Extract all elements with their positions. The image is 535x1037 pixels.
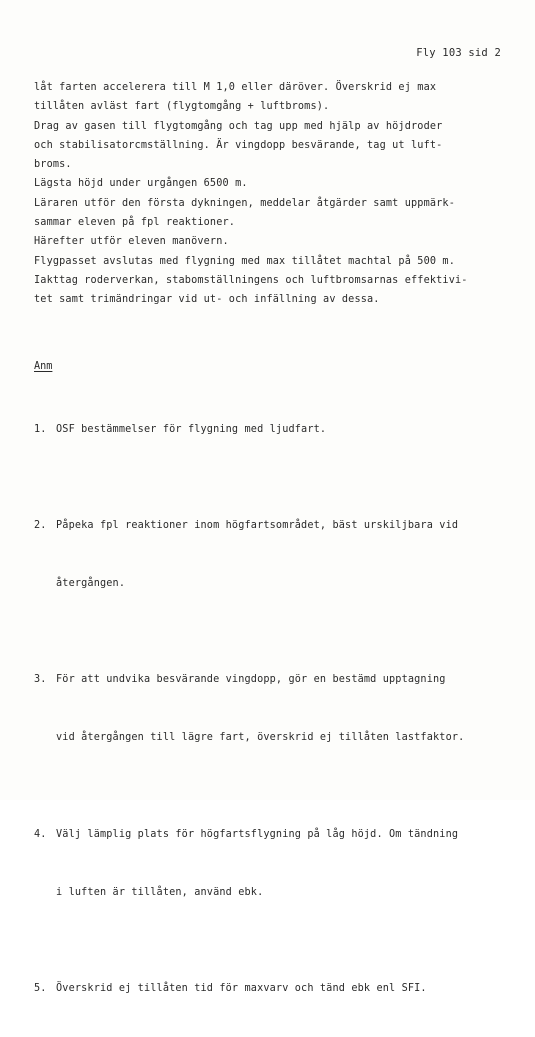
body-text [34,78,504,310]
body-line: Iakttag roderverkan, stabomställningens och luftbromsarnas effektivi- [34,274,468,286]
remark-number: 1. [34,423,47,435]
body-line: sammar eleven på fpl reaktioner. [34,217,236,229]
body-line: och stabilisatorcmställning. Är vingdopp besvärande, tag ut luft- [34,139,443,151]
remark-text-continued: i luften är tillåten, använd ebk. [56,886,264,898]
remark-text: Överskrid ej tillåten tid för maxvarv och tänd ebk enl SFI. [56,983,427,995]
body-line: broms. [34,159,72,171]
remark-number: 2. [34,520,47,532]
remark-text-continued: vid återgången till lägre fart, överskrid ej tillåten lastfaktor. [56,732,465,744]
remarks-section [34,357,514,1037]
body-line: Drag av gasen till flygtomgång och tag upp med hjälp av höjdroder [34,120,443,132]
remark-number: 4. [34,828,47,840]
body-line: Flygpasset avslutas med flygning med max tillåtet machtal på 500 m. [34,255,455,267]
remark-item [34,786,514,940]
remark-item [34,632,514,786]
remark-text: Påpeka fpl reaktioner inom högfartsområdet, bäst urskiljbara vid [56,520,459,532]
body-line: låt farten accelerera till M 1,0 eller däröver. Överskrid ej max [34,82,437,93]
remark-number: 3. [34,674,47,686]
body-line: Läraren utför den första dykningen, meddelar åtgärder samt uppmärk- [34,197,455,209]
remark-item [34,477,514,631]
body-line: tillåten avläst fart (flygtomgång + luftbroms). [34,101,330,113]
remark-item [34,381,514,477]
body-line: Härefter utför eleven manövern. [34,236,229,248]
remark-text: OSF bestämmelser för flygning med ljudfart. [56,423,327,435]
remark-text: För att undvika besvärande vingdopp, gör en bestämd upptagning [56,674,446,686]
remark-text: Välj lämplig plats för högfartsflygning på låg höjd. Om tändning [56,828,459,840]
body-line: tet samt trimändringar vid ut- och infällning av dessa. [34,294,380,306]
remark-item [34,941,514,1037]
page-header: Fly 103 sid 2 [416,47,501,59]
remark-number: 5. [34,983,47,995]
remarks-heading: Anm [34,361,53,372]
remarks-list [34,381,514,1037]
remark-text-continued: återgången. [56,577,126,589]
body-line: Lägsta höjd under urgången 6500 m. [34,178,248,190]
